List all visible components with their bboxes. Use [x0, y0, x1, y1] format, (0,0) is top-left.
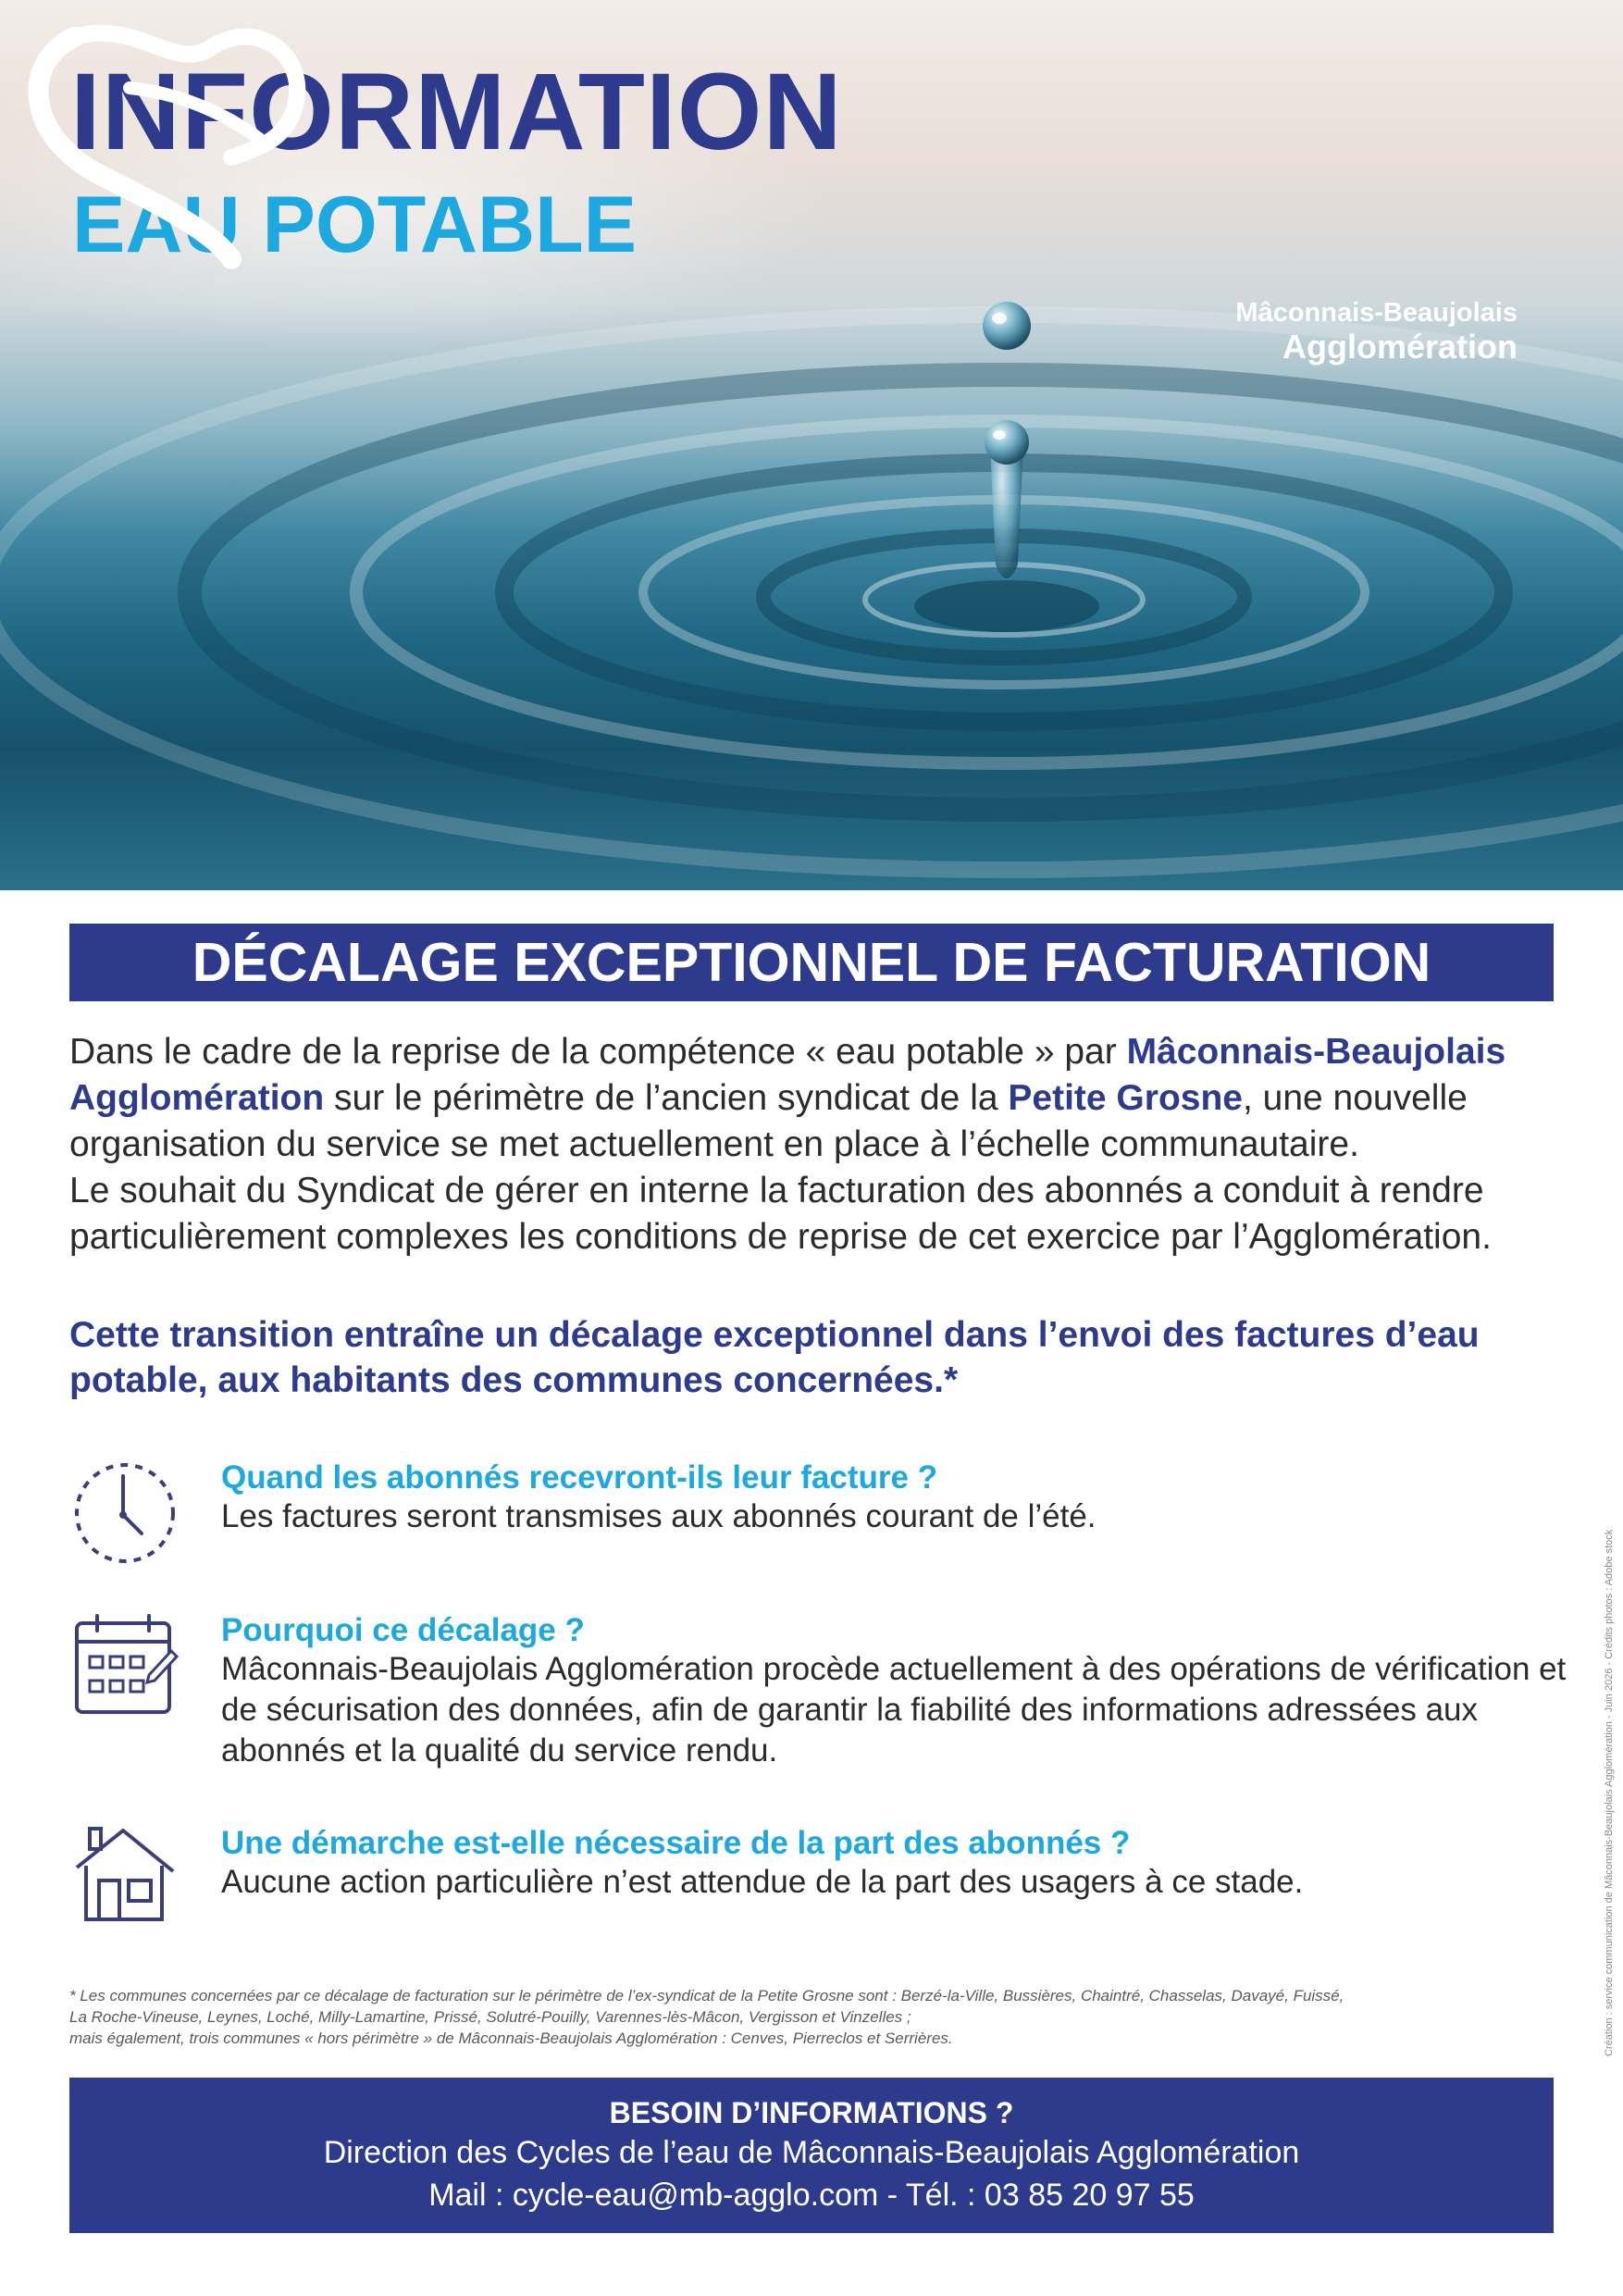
footnote-line: La Roche-Vineuse, Leynes, Loché, Milly-Lamartine, Prissé, Solutré-Pouilly, Varennes-lès-Mâcon, Vergisson et Vinzelles ; — [69, 2008, 911, 2026]
footnote-line: * Les communes concernées par ce décalage de facturation sur le périmètre de l’ex-syndicat de la Petite Grosne sont : Berzé-la-Ville, Bussières, Chaintré, Chasselas, Davayé, Fuissé, — [69, 1987, 1344, 2004]
section-banner: DÉCALAGE EXCEPTIONNEL DE FACTURATION — [69, 924, 1554, 1001]
faq-question: Une démarche est-elle nécessaire de la part des abonnés ? — [221, 1825, 1131, 1861]
intro-highlight-agglo: Mâconnais-Beaujolais Agglomération — [69, 1032, 1506, 1118]
hero-water-photo — [0, 0, 1623, 890]
intro-highlight-petite-grosne: Petite Grosne — [1008, 1078, 1243, 1118]
footnote-communes — [69, 1985, 1559, 2049]
intro-text-part: Dans le cadre de la reprise de la compétence « eau potable » par — [69, 1032, 1127, 1072]
brand-name-line2: Agglomération — [1282, 328, 1518, 366]
faq-answer: Mâconnais-Beaujolais Agglomération procède actuellement à des opérations de vérification et de sécurisation des données, afin de garantir la fiabilité des informations adressées aux abonnés et la qualité du service rendu. — [221, 1651, 1567, 1769]
page-title: INFORMATION — [70, 51, 843, 173]
contact-box — [69, 2078, 1554, 2233]
brand-name-line1: Mâconnais-Beaujolais — [1235, 298, 1518, 328]
intro-text-part: , une nouvelle organisation du service se met actuellement en place à l’échelle communautaire. — [69, 1078, 1468, 1164]
calendar-icon — [69, 1610, 180, 1721]
intro-text — [69, 1029, 1559, 1260]
intro-text-part: sur le périmètre de l’ancien syndicat de la — [324, 1078, 1009, 1118]
faq-answer: Les factures seront transmises aux abonnés courant de l’été. — [221, 1498, 1096, 1534]
page-subtitle: EAU POTABLE — [72, 180, 637, 269]
contact-mail-phone: Mail : cycle-eau@mb-agglo.com - Tél. : 03 85 20 97 55 — [428, 2178, 1195, 2213]
transition-callout: Cette transition entraîne un décalage exceptionnel dans l’envoi des factures d’eau potable, aux habitants des communes concernées.* — [69, 1315, 1480, 1400]
faq-question: Pourquoi ce décalage ? — [221, 1612, 585, 1648]
clock-icon — [69, 1458, 180, 1569]
brand-logo-heart-icon — [0, 0, 342, 278]
contact-heading: BESOIN D’INFORMATIONS ? — [609, 2096, 1014, 2129]
faq-answer: Aucune action particulière n’est attendue de la part des usagers à ce stade. — [221, 1864, 1304, 1900]
photo-credit: Création : service communication de Mâconnais-Beaujolais Agglomération - Juin 2026 - Crédits photos : Adobe stock — [1604, 1529, 1615, 2056]
intro-paragraph-2: Le souhait du Syndicat de gérer en interne la facturation des abonnés a conduit à rendre particulièrement complexes les conditions de reprise de cet exercice par l’Agglomération. — [69, 1171, 1492, 1257]
contact-department: Direction des Cycles de l’eau de Mâconnais-Beaujolais Agglomération — [323, 2135, 1300, 2170]
faq-question: Quand les abonnés recevront-ils leur facture ? — [221, 1459, 938, 1496]
footnote-line: mais également, trois communes « hors périmètre » de Mâconnais-Beaujolais Agglomération : Cenves, Pierreclos et Serrières. — [69, 2029, 953, 2047]
house-icon — [69, 1823, 180, 1925]
